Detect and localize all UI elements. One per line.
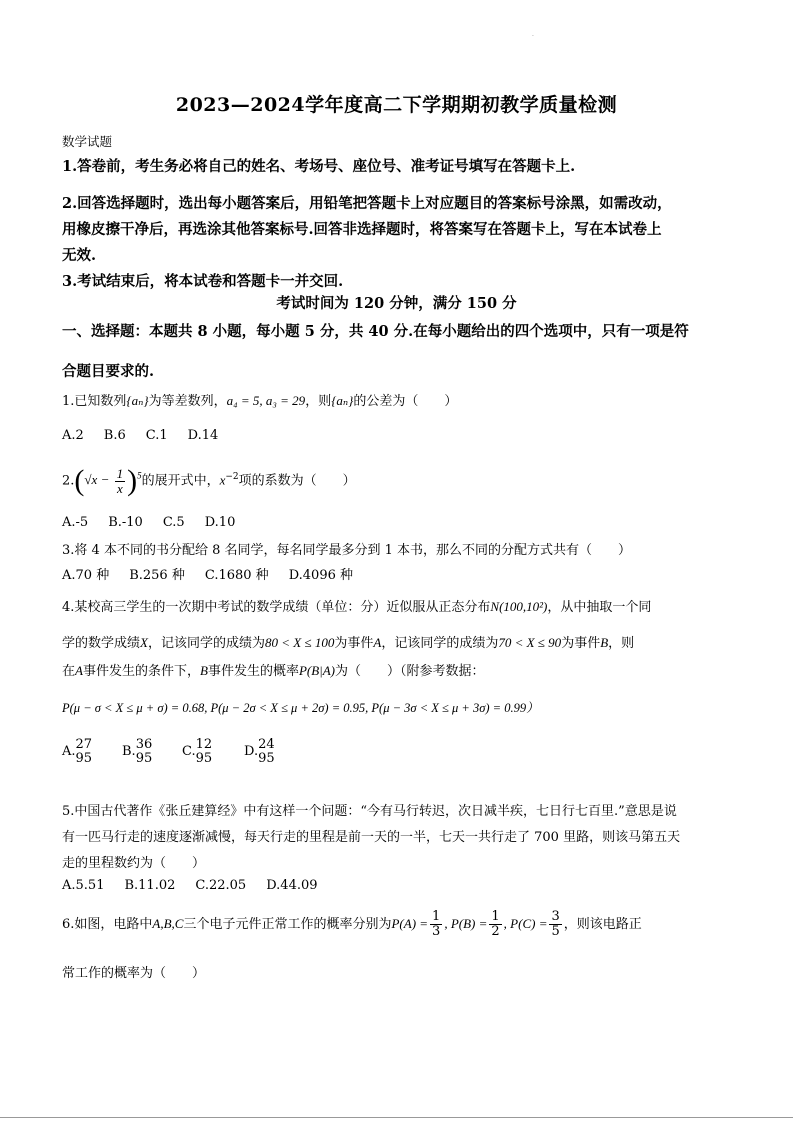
option-c: C.1680 种	[204, 568, 269, 583]
option-a: A. 27 95	[62, 737, 93, 766]
question-2: 2.(√x − $\frac{1}{x}$ )$^5$的展开式中，$x^{-2}$项的系数为（ ）	[62, 464, 356, 498]
question-6-line-2: 常工作的概率为（ ）	[62, 966, 206, 981]
instruction-3: 3.考试结束后，将本试卷和答题卡一并交回.	[62, 273, 344, 290]
option-c: C.1	[145, 428, 168, 443]
question-5-line-3: 走的里程数约为（ ）	[62, 856, 206, 871]
option-c: C. 12 95	[182, 737, 213, 766]
question-1-options	[62, 428, 238, 443]
question-4-reference-data: P(μ − σ < X ≤ μ + σ) = 0.68, P(μ − 2σ < X ≤ μ + 2σ) = 0.95, P(μ − 3σ < X ≤ μ + 3σ) = 0.99）	[62, 701, 539, 715]
option-d: D.14	[187, 428, 219, 443]
question-6-line-1: 6.如图，电路中A,B,C三个电子元件正常工作的概率分别为P(A) = $\frac{1}{3}$ , P(B) = $\frac{1}{2}$ , P(C) = $\frac{3}{5}$ ，则该电路正	[62, 908, 642, 939]
exam-info: 考试时间为 120 分钟，满分 150 分	[276, 295, 517, 312]
speck: ·	[532, 33, 534, 40]
option-d: D.10	[204, 515, 236, 530]
question-5-line-1: 5.中国古代著作《张丘建算经》中有这样一个问题：“今有马行转迟，次日减半疾，七日行七百里.”意思是说	[62, 804, 677, 819]
instruction-2b: 用橡皮擦干净后，再选涂其他答案标号.回答非选择题时，将答案写在答题卡上，写在本试卷上	[62, 221, 662, 238]
question-2-options	[62, 515, 255, 530]
question-5-line-2: 有一匹马行走的速度逐渐减慢，每天行走的里程是前一天的一半，七天一共行走了 700 里路，则该马第五天	[62, 830, 681, 845]
question-1: 1.已知数列{aₙ}为等差数列，a₄ = 5, a₃ = 29，则{aₙ}的公差为（ ）	[62, 393, 458, 409]
instruction-1: 1.答卷前，考生务必将自己的姓名、考场号、座位号、准考证号填写在答题卡上.	[62, 158, 576, 175]
option-a: A.5.51	[62, 878, 105, 893]
option-a: A.-5	[62, 515, 89, 530]
option-d: D.44.09	[266, 878, 318, 893]
option-b: B.11.02	[124, 878, 176, 893]
question-4-line-3: 在A事件发生的条件下，B事件发生的概率P(B|A)为（ ）（附参考数据：	[62, 663, 485, 679]
option-a: A.70 种	[62, 568, 110, 583]
instruction-2a: 2.回答选择题时，选出每小题答案后，用铅笔把答题卡上对应题目的答案标号涂黑，如需改动，	[62, 195, 672, 212]
option-c: C.5	[162, 515, 185, 530]
option-d: D. 24 95	[244, 737, 275, 766]
instruction-2c: 无效.	[62, 247, 97, 264]
question-3-options	[62, 564, 373, 583]
option-b: B.6	[103, 428, 126, 443]
option-b: B. 36 95	[122, 737, 153, 766]
subject-label: 数学试题	[62, 134, 113, 149]
option-b: B.-10	[108, 515, 143, 530]
section-heading-1: 一、选择题：本题共 8 小题，每小题 5 分，共 40 分.在每小题给出的四个选项中，只有一项是符	[62, 323, 689, 340]
option-c: C.22.05	[195, 878, 247, 893]
option-b: B.256 种	[129, 568, 185, 583]
option-d: D.4096 种	[288, 568, 353, 583]
page-bottom-rule	[0, 1117, 793, 1118]
question-5-options	[62, 878, 338, 893]
page-title: 2023—2024学年度高二下学期期初教学质量检测	[175, 94, 618, 116]
option-a: A.2	[62, 428, 84, 443]
section-heading-2: 合题目要求的.	[62, 363, 155, 380]
question-4-line-2: 学的数学成绩X，记该同学的成绩为80 < X ≤ 100为事件A，记该同学的成绩为70 < X ≤ 90为事件B，则	[62, 635, 635, 651]
question-4-options	[62, 738, 304, 765]
question-3: 3.将 4 本不同的书分配给 8 名同学，每名同学最多分到 1 本书，那么不同的分配方式共有（ ）	[62, 543, 632, 558]
question-4-line-1: 4.某校高三学生的一次期中考试的数学成绩（单位：分）近似服从正态分布N(100,10²)，从中抽取一个同	[62, 599, 652, 615]
